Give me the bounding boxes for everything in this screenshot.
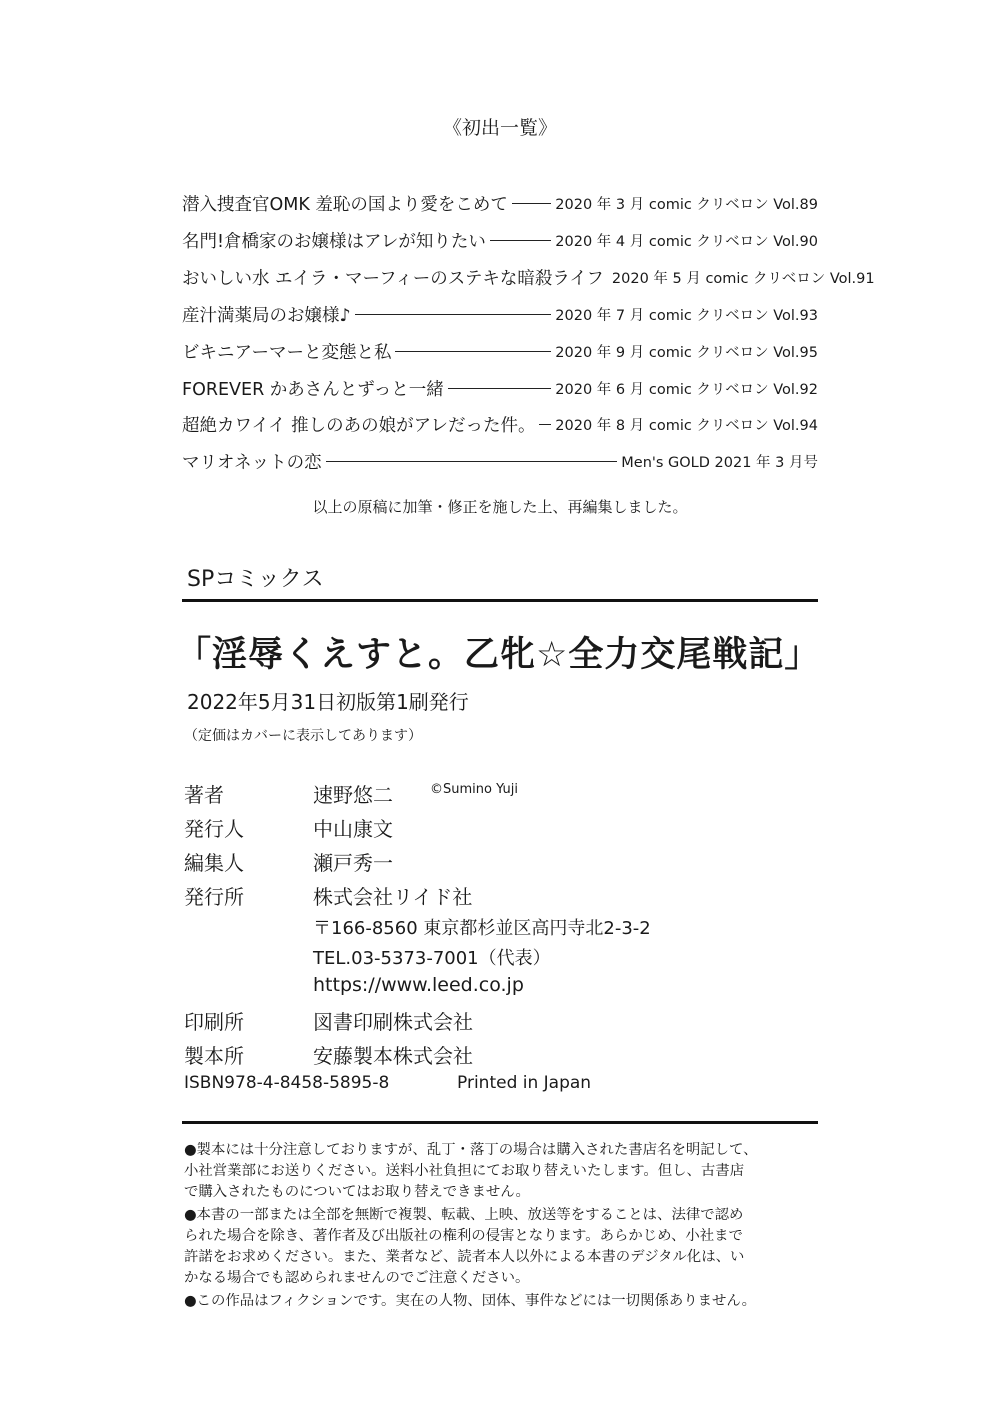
toc-source: 2020 年 3 月 comic クリベロン Vol.89 (555, 196, 818, 213)
toc-source: 2020 年 6 月 comic クリベロン Vol.92 (555, 381, 818, 398)
toc-row (182, 265, 875, 289)
publisher-tel: TEL.03-5373-7001（代表） (313, 948, 551, 969)
divider (182, 1121, 818, 1124)
toc-title: 潜入捜査官OMK 羞恥の国より愛をこめて (182, 194, 508, 215)
toc-title: おいしい水 エイラ・マーフィーのステキな暗殺ライフ (182, 268, 604, 289)
leader-line (395, 351, 551, 352)
credit-value-binder: 安藤製本株式会社 (313, 1044, 473, 1068)
publisher-address: 〒166-8560 東京都杉並区高円寺北2-3-2 (313, 918, 651, 939)
toc-title: ビキニアーマーと変態と私 (182, 342, 392, 363)
leader-line (539, 424, 551, 425)
toc-row (182, 302, 818, 326)
credit-value-author: 速野悠二 (313, 783, 393, 807)
toc-row (182, 339, 818, 363)
toc-row (182, 412, 818, 436)
notice-line: ●この作品はフィクションです。実在の人物、団体、事件などには一切関係ありません。 (184, 1293, 757, 1309)
toc-source: 2020 年 4 月 comic クリベロン Vol.90 (555, 233, 818, 250)
toc-title: 名門!倉橋家のお嬢様はアレが知りたい (182, 231, 486, 252)
copyright-notice: ©Sumino Yuji (430, 782, 519, 797)
toc-title: マリオネットの恋 (182, 452, 322, 473)
credit-value-editor: 瀬戸秀一 (313, 851, 393, 875)
notice-line: 小社営業部にお送りください。送料小社負担にてお取り替えいたします。但し、古書店 (184, 1163, 745, 1179)
toc-title: 産汁満薬局のお嬢様♪ (182, 305, 351, 326)
leader-line (326, 461, 618, 462)
credit-label-author: 著者 (184, 783, 224, 807)
divider (182, 599, 818, 602)
toc-row (182, 228, 818, 252)
notice-line: ●製本には十分注意しておりますが、乱丁・落丁の場合は購入された書店名を明記して、 (184, 1142, 758, 1158)
credit-value-publishing-house: 株式会社リイド社 (313, 885, 473, 909)
book-title: 「淫辱くえすと。乙牝☆全力交尾戦記」 (176, 635, 821, 675)
edition-date: 2022年5月31日初版第1刷発行 (187, 690, 469, 714)
leader-line (355, 314, 552, 315)
toc-source: Men's GOLD 2021 年 3 月号 (621, 454, 818, 471)
toc-source: 2020 年 9 月 comic クリベロン Vol.95 (555, 344, 818, 361)
credit-label-publisher: 発行人 (184, 817, 244, 841)
isbn: ISBN978-4-8458-5895-8 (184, 1073, 390, 1093)
leader-line (448, 388, 552, 389)
toc-row (182, 191, 818, 215)
toc-title: FOREVER かあさんとずっと一緒 (182, 379, 444, 400)
notice-line: かなる場合でも認められませんのでご注意ください。 (184, 1270, 530, 1286)
series-name: SPコミックス (187, 567, 324, 592)
toc-title: 超絶カワイイ 推しのあの娘がアレだった件。 (182, 415, 536, 436)
price-note: （定価はカバーに表示してあります） (184, 728, 422, 744)
toc-source: 2020 年 5 月 comic クリベロン Vol.91 (611, 270, 875, 287)
notice-line: で購入されたものについてはお取り替えできません。 (184, 1184, 530, 1200)
toc-source: 2020 年 7 月 comic クリベロン Vol.93 (555, 307, 818, 324)
credit-label-editor: 編集人 (184, 851, 244, 875)
publisher-url[interactable]: https://www.leed.co.jp (313, 974, 524, 996)
toc-source: 2020 年 8 月 comic クリベロン Vol.94 (555, 417, 818, 434)
notice-line: ●本書の一部または全部を無断で複製、転載、上映、放送等をすることは、法律で認め (184, 1207, 744, 1223)
notice-line: 許諾をお求めください。また、業者など、読者本人以外による本書のデジタル化は、い (184, 1249, 745, 1265)
printed-in: Printed in Japan (457, 1073, 592, 1093)
credit-label-binder: 製本所 (184, 1044, 244, 1068)
notice-line: られた場合を除き、著作者及び出版社の権利の侵害となります。あらかじめ、小社まで (184, 1228, 743, 1244)
toc-row (182, 376, 818, 400)
leader-line (490, 240, 551, 241)
credit-label-publishing-house: 発行所 (184, 885, 244, 909)
revision-note: 以上の原稿に加筆・修正を施した上、再編集しました。 (312, 498, 688, 516)
credit-label-printer: 印刷所 (184, 1010, 244, 1034)
toc-row (182, 449, 818, 473)
toc-heading: 《初出一覧》 (442, 117, 557, 139)
credit-value-publisher: 中山康文 (313, 817, 393, 841)
leader-line (512, 203, 551, 204)
credit-value-printer: 図書印刷株式会社 (313, 1010, 473, 1034)
